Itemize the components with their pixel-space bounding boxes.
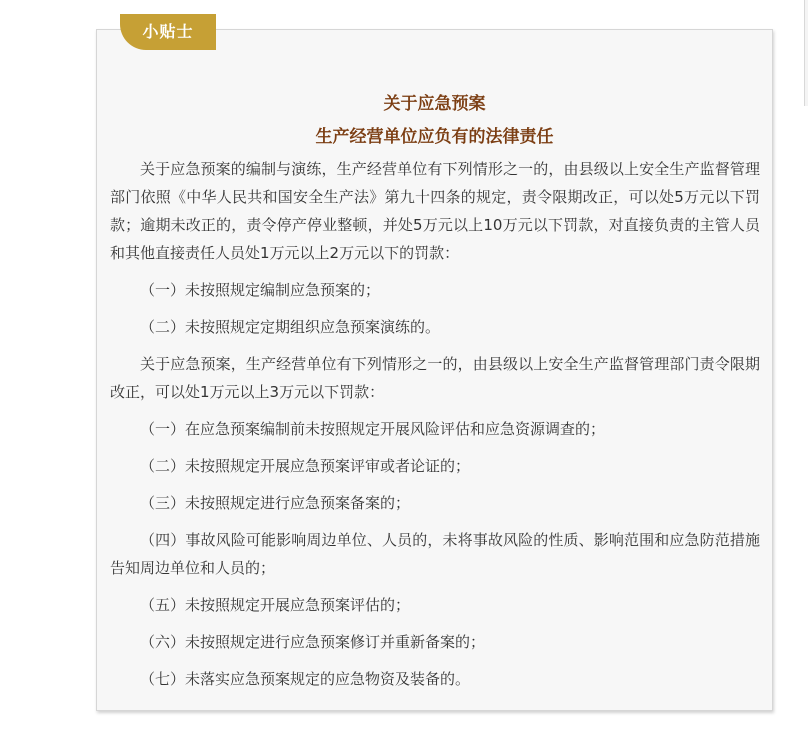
paragraph-2: 关于应急预案，生产经营单位有下列情形之一的，由县级以上安全生产监督管理部门责令限期改正，可以处1万元以上3万元以下罚款： bbox=[110, 355, 760, 401]
list-item: （七）未落实应急预案规定的应急物资及装备的。 bbox=[140, 670, 471, 688]
paragraph-1: 关于应急预案的编制与演练，生产经营单位有下列情形之一的，由县级以上安全生产监督管理部门依照《中华人民共和国安全生产法》第九十四条的规定，责令限期改正，可以处5万元以下罚款；逾期未改正的，责令停产停业整顿，并处5万元以上10万元以下罚款，对直接负责的主管人员和其他直接责任人员处1万元以上2万元以下的罚款： bbox=[110, 160, 760, 262]
list-item: （五）未按照规定开展应急预案评估的； bbox=[140, 596, 411, 614]
tips-tab-label: 小贴士 bbox=[120, 14, 216, 50]
list-item: （一）未按照规定编制应急预案的； bbox=[140, 281, 381, 299]
list-item: （四）事故风险可能影响周边单位、人员的，未将事故风险的性质、影响范围和应急防范措施告知周边单位和人员的； bbox=[110, 531, 760, 577]
article-body bbox=[110, 155, 760, 693]
title-line-1: 关于应急预案 bbox=[383, 94, 486, 114]
list-item: （二）未按照规定开展应急预案评审或者论证的； bbox=[140, 457, 471, 475]
list-item: （一）在应急预案编制前未按照规定开展风险评估和应急资源调查的； bbox=[140, 420, 606, 438]
list-item: （六）未按照规定进行应急预案修订并重新备案的； bbox=[140, 633, 486, 651]
list-item: （二）未按照规定定期组织应急预案演练的。 bbox=[140, 318, 441, 336]
list-item: （三）未按照规定进行应急预案备案的； bbox=[140, 494, 411, 512]
page-scrollbar[interactable] bbox=[804, 0, 808, 106]
title-line-2: 生产经营单位应负有的法律责任 bbox=[315, 127, 554, 147]
article-title bbox=[96, 89, 773, 155]
